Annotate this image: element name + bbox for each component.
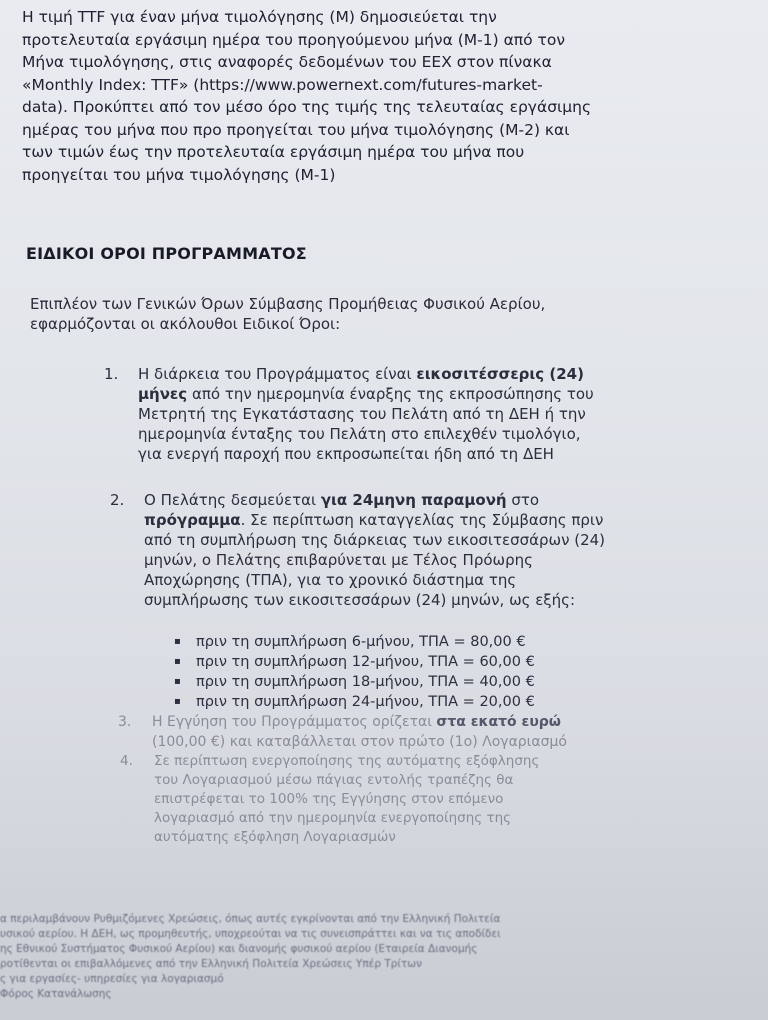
fee-list xyxy=(150,632,535,712)
footer-line: α περιλαμβάνουν Ρυθμιζόμενες Χρεώσεις, όπως αυτές εγκρίνονται από την Ελληνική Πολιτεία xyxy=(0,913,501,925)
footer-line: ροτίθενται οι επιβαλλόμενες από την Ελληνική Πολιτεία Χρεώσεις Υπέρ Τρίτων xyxy=(0,958,422,970)
paragraph-line: ημέρας του μήνα που προ προηγείται του μήνα τιμολόγησης (Μ-2) και xyxy=(22,120,570,139)
item-text: από τη συμπλήρωση της διάρκειας των εικοσιτεσσάρων (24) xyxy=(144,531,606,549)
item-text: . Σε περίπτωση καταγγελίας της Σύμβασης πριν xyxy=(240,511,604,529)
paragraph-line: Η τιμή TTF για έναν μήνα τιμολόγησης (Μ) δημοσιεύεται την xyxy=(22,8,497,26)
item-bold-text: μήνες xyxy=(138,385,188,403)
item-number: 2. xyxy=(110,491,125,509)
item-text: λογαριασμό από την ημερομηνία ενεργοποίησης της xyxy=(154,810,512,826)
item-bold-text: πρόγραμμα xyxy=(144,511,241,529)
paragraph-line: «Monthly Index: TTF» (https://www.powernext.com/futures-market- xyxy=(22,75,543,94)
item-text: Ο Πελάτης δεσμεύεται xyxy=(144,491,321,509)
item-text: Αποχώρησης (ΤΠΑ), για το χρονικό διάστημα της xyxy=(144,571,517,589)
item-number: 4. xyxy=(120,753,133,769)
item-bold-text: για 24μηνη παραμονή xyxy=(320,491,507,509)
intro-line: εφαρμόζονται οι ακόλουθοι Ειδικοί Όροι: xyxy=(30,315,341,333)
top-paragraph xyxy=(22,6,744,186)
intro-text xyxy=(30,294,720,334)
item-text: μηνών, ο Πελάτης επιβαρύνεται με Τέλος Πρόωρης xyxy=(144,551,533,569)
section-heading: ΕΙΔΙΚΟΙ ΟΡΟΙ ΠΡΟΓΡΑΜΜΑΤΟΣ xyxy=(26,244,307,263)
item-text: ημερομηνία ένταξης του Πελάτη στο επιλεχθέν τιμολόγιο, xyxy=(138,425,581,443)
paragraph-line: data). Προκύπτει από τον μέσο όρο της τιμής της τελευταίας εργάσιμης xyxy=(22,98,592,116)
footer-line: υσικού αερίου. Η ΔΕΗ, ως προμηθευτής, υποχρεούται να τις συνεισπράττει και να τις αποδίδει xyxy=(0,928,501,940)
item-text: του Λογαριασμού μέσω πάγιας εντολής τραπέζης θα xyxy=(154,772,514,788)
paragraph-line: των τιμών έως την προτελευταία εργάσιμη ημέρα του μήνα που xyxy=(22,143,525,161)
fee-list-item: ▪ πριν τη συμπλήρωση 12-μήνου, ΤΠΑ = 60,00 € xyxy=(150,652,535,672)
item-text: αυτόματης εξόφληση Λογαριασμών xyxy=(154,829,396,845)
item-bold-text: εικοσιτέσσερις (24) xyxy=(416,365,584,383)
item-number: 1. xyxy=(104,365,119,383)
item-text: Σε περίπτωση ενεργοποίησης της αυτόματης εξόφλησης xyxy=(154,753,540,769)
footer-line: Φόρος Κατανάλωσης xyxy=(0,988,112,1000)
paragraph-line: προηγείται του μήνα τιμολόγησης (Μ-1) xyxy=(22,165,336,184)
item-text: Μετρητή της Εγκατάστασης του Πελάτη από τη ΔΕΗ ή την xyxy=(138,405,586,423)
item-text: Η διάρκεια του Προγράμματος είναι xyxy=(138,365,417,383)
fee-list-item: ▪ πριν τη συμπλήρωση 24-μήνου, ΤΠΑ = 20,00 € xyxy=(150,692,535,712)
item-text: συμπλήρωσης των εικοσιτεσσάρων (24) μηνών, ως εξής: xyxy=(144,591,576,609)
item-text: από την ημερομηνία έναρξης της εκπροσώπησης του xyxy=(187,385,594,403)
item-text: για ενεργή παροχή που εκπροσωπείται ήδη από τη ΔΕΗ xyxy=(138,445,554,463)
item-text: Η Εγγύηση του Προγράμματος ορίζεται xyxy=(152,714,437,730)
item-number: 3. xyxy=(118,714,132,730)
item-text: (100,00 €) και καταβάλλεται στον πρώτο (1ο) Λογαριασμό xyxy=(152,734,567,750)
paragraph-line: Μήνα τιμολόγησης, στις αναφορές δεδομένων του EEX στον πίνακα xyxy=(22,53,552,71)
fee-list-item: ▪ πριν τη συμπλήρωση 18-μήνου, ΤΠΑ = 40,00 € xyxy=(150,672,535,692)
intro-line: Επιπλέον των Γενικών Όρων Σύμβασης Προμήθειας Φυσικού Αερίου, xyxy=(30,295,546,313)
footer-line: ης Εθνικού Συστήματος Φυσικού Αερίου) και διανομής φυσικού αερίου (Εταιρεία Διανομής xyxy=(0,943,478,955)
footer-line: ς για εργασίες- υπηρεσίες για λογαριασμό xyxy=(0,973,224,985)
paragraph-line: προτελευταία εργάσιμη ημέρα του προηγούμενου μήνα (Μ-1) από τον xyxy=(22,30,566,49)
footer-notes xyxy=(0,912,768,1002)
fee-list-item: ▪ πριν τη συμπλήρωση 6-μήνου, ΤΠΑ = 80,00 € xyxy=(150,632,535,652)
item-text: επιστρέφεται το 100% της Εγγύησης στον επόμενο xyxy=(154,791,504,807)
item-text: στο xyxy=(506,491,540,509)
item-bold-text: στα εκατό ευρώ xyxy=(436,714,561,730)
